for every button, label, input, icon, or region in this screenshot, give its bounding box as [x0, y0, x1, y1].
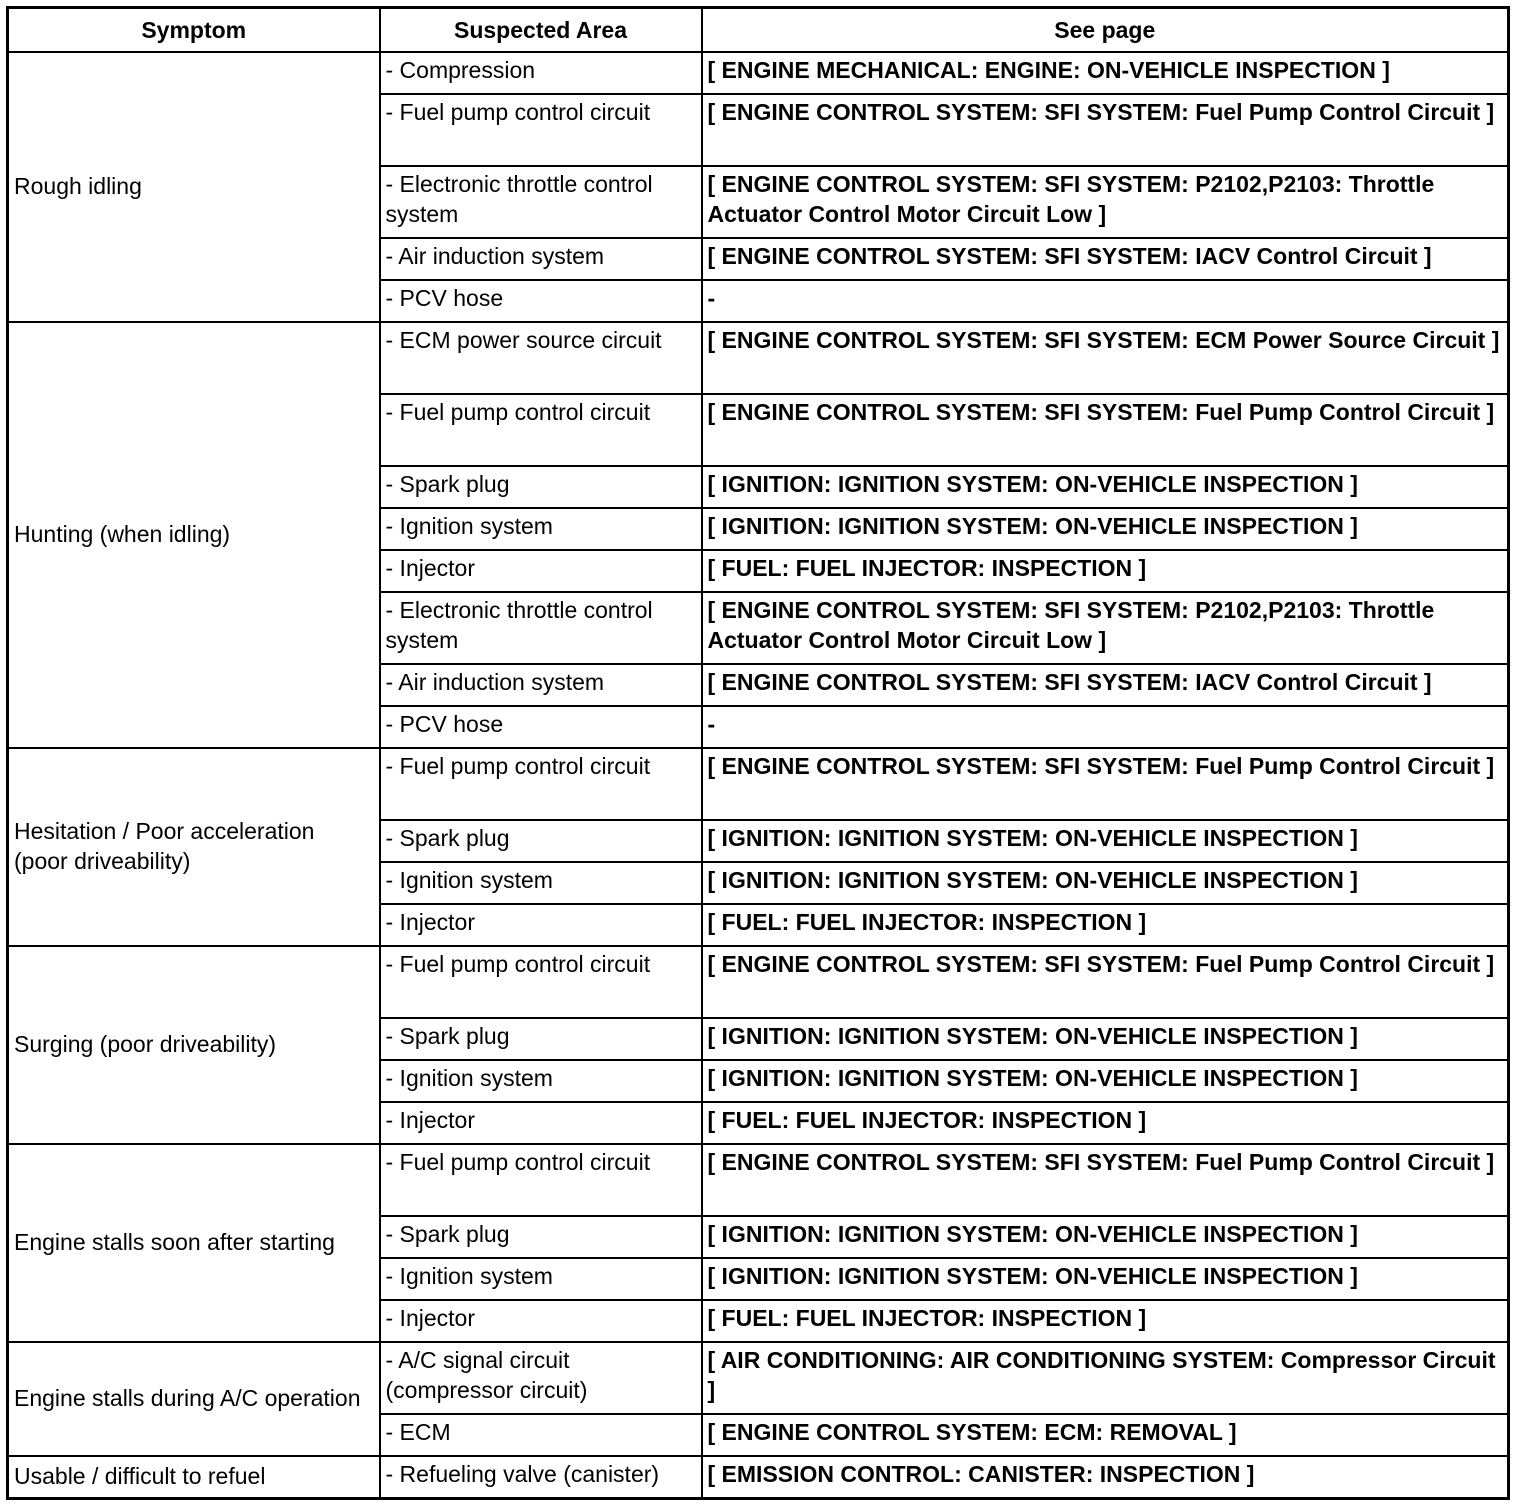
suspected-area-cell: - ECM power source circuit — [380, 322, 702, 394]
suspected-area-cell: - Ignition system — [380, 508, 702, 550]
see-page-reference-cell: [ ENGINE CONTROL SYSTEM: SFI SYSTEM: Fuel Pump Control Circuit ] — [702, 1144, 1509, 1216]
suspected-area-cell: - Ignition system — [380, 1258, 702, 1300]
see-page-reference-cell: [ IGNITION: IGNITION SYSTEM: ON-VEHICLE INSPECTION ] — [702, 1018, 1509, 1060]
suspected-area-cell: - Injector — [380, 1300, 702, 1342]
see-page-reference-cell: - — [702, 706, 1509, 748]
suspected-area-cell: - A/C signal circuit (compressor circuit) — [380, 1342, 702, 1414]
see-page-reference-cell: [ IGNITION: IGNITION SYSTEM: ON-VEHICLE INSPECTION ] — [702, 862, 1509, 904]
suspected-area-cell: - Air induction system — [380, 664, 702, 706]
suspected-area-cell: - ECM — [380, 1414, 702, 1456]
suspected-area-cell: - Air induction system — [380, 238, 702, 280]
suspected-area-cell: - Spark plug — [380, 820, 702, 862]
header-row — [8, 8, 1509, 53]
see-page-reference-cell: [ IGNITION: IGNITION SYSTEM: ON-VEHICLE INSPECTION ] — [702, 820, 1509, 862]
suspected-area-cell: - Fuel pump control circuit — [380, 1144, 702, 1216]
see-page-reference-cell: [ AIR CONDITIONING: AIR CONDITIONING SYSTEM: Compressor Circuit ] — [702, 1342, 1509, 1414]
suspected-area-column-header: Suspected Area — [380, 8, 702, 53]
table-row — [8, 748, 1509, 820]
see-page-reference-cell: [ IGNITION: IGNITION SYSTEM: ON-VEHICLE INSPECTION ] — [702, 1216, 1509, 1258]
see-page-reference-cell: [ IGNITION: IGNITION SYSTEM: ON-VEHICLE INSPECTION ] — [702, 1258, 1509, 1300]
suspected-area-cell: - Spark plug — [380, 466, 702, 508]
see-page-reference-cell: [ EMISSION CONTROL: CANISTER: INSPECTION ] — [702, 1456, 1509, 1499]
see-page-reference-cell: [ FUEL: FUEL INJECTOR: INSPECTION ] — [702, 1300, 1509, 1342]
symptom-cell: Surging (poor driveability) — [8, 946, 380, 1144]
troubleshooting-table — [6, 6, 1510, 1500]
suspected-area-cell: - Injector — [380, 1102, 702, 1144]
see-page-reference-cell: [ ENGINE CONTROL SYSTEM: SFI SYSTEM: P2102,P2103: Throttle Actuator Control Motor Circuit Low ] — [702, 166, 1509, 238]
suspected-area-cell: - Ignition system — [380, 862, 702, 904]
see-page-reference-cell: [ ENGINE CONTROL SYSTEM: SFI SYSTEM: IACV Control Circuit ] — [702, 238, 1509, 280]
table-row — [8, 1342, 1509, 1414]
table-row — [8, 322, 1509, 394]
symptom-cell: Engine stalls soon after starting — [8, 1144, 380, 1342]
symptom-cell: Rough idling — [8, 52, 380, 322]
see-page-reference-cell: [ FUEL: FUEL INJECTOR: INSPECTION ] — [702, 550, 1509, 592]
see-page-reference-cell: [ IGNITION: IGNITION SYSTEM: ON-VEHICLE INSPECTION ] — [702, 508, 1509, 550]
table-row — [8, 1456, 1509, 1499]
see-page-reference-cell: [ ENGINE CONTROL SYSTEM: SFI SYSTEM: IACV Control Circuit ] — [702, 664, 1509, 706]
symptom-cell: Hunting (when idling) — [8, 322, 380, 748]
suspected-area-cell: - Electronic throttle control system — [380, 592, 702, 664]
see-page-reference-cell: [ ENGINE CONTROL SYSTEM: SFI SYSTEM: Fuel Pump Control Circuit ] — [702, 946, 1509, 1018]
symptom-cell: Usable / difficult to refuel — [8, 1456, 380, 1499]
see-page-reference-cell: [ ENGINE CONTROL SYSTEM: SFI SYSTEM: P2102,P2103: Throttle Actuator Control Motor Circuit Low ] — [702, 592, 1509, 664]
suspected-area-cell: - PCV hose — [380, 706, 702, 748]
see-page-column-header: See page — [702, 8, 1509, 53]
symptom-cell: Hesitation / Poor acceleration (poor driveability) — [8, 748, 380, 946]
suspected-area-cell: - Injector — [380, 904, 702, 946]
see-page-reference-cell: [ FUEL: FUEL INJECTOR: INSPECTION ] — [702, 1102, 1509, 1144]
suspected-area-cell: - Fuel pump control circuit — [380, 946, 702, 1018]
see-page-reference-cell: - — [702, 280, 1509, 322]
symptom-cell: Engine stalls during A/C operation — [8, 1342, 380, 1456]
suspected-area-cell: - PCV hose — [380, 280, 702, 322]
suspected-area-cell: - Fuel pump control circuit — [380, 748, 702, 820]
table-row — [8, 52, 1509, 94]
see-page-reference-cell: [ ENGINE CONTROL SYSTEM: SFI SYSTEM: Fuel Pump Control Circuit ] — [702, 94, 1509, 166]
see-page-reference-cell: [ FUEL: FUEL INJECTOR: INSPECTION ] — [702, 904, 1509, 946]
suspected-area-cell: - Spark plug — [380, 1216, 702, 1258]
see-page-reference-cell: [ ENGINE CONTROL SYSTEM: ECM: REMOVAL ] — [702, 1414, 1509, 1456]
table-row — [8, 1144, 1509, 1216]
suspected-area-cell: - Fuel pump control circuit — [380, 94, 702, 166]
table-body — [8, 52, 1509, 1499]
symptom-column-header: Symptom — [8, 8, 380, 53]
suspected-area-cell: - Injector — [380, 550, 702, 592]
table-row — [8, 946, 1509, 1018]
see-page-reference-cell: [ IGNITION: IGNITION SYSTEM: ON-VEHICLE INSPECTION ] — [702, 466, 1509, 508]
suspected-area-cell: - Compression — [380, 52, 702, 94]
suspected-area-cell: - Refueling valve (canister) — [380, 1456, 702, 1499]
see-page-reference-cell: [ ENGINE CONTROL SYSTEM: SFI SYSTEM: Fuel Pump Control Circuit ] — [702, 394, 1509, 466]
see-page-reference-cell: [ IGNITION: IGNITION SYSTEM: ON-VEHICLE INSPECTION ] — [702, 1060, 1509, 1102]
see-page-reference-cell: [ ENGINE MECHANICAL: ENGINE: ON-VEHICLE INSPECTION ] — [702, 52, 1509, 94]
see-page-reference-cell: [ ENGINE CONTROL SYSTEM: SFI SYSTEM: Fuel Pump Control Circuit ] — [702, 748, 1509, 820]
suspected-area-cell: - Ignition system — [380, 1060, 702, 1102]
suspected-area-cell: - Electronic throttle control system — [380, 166, 702, 238]
suspected-area-cell: - Fuel pump control circuit — [380, 394, 702, 466]
suspected-area-cell: - Spark plug — [380, 1018, 702, 1060]
see-page-reference-cell: [ ENGINE CONTROL SYSTEM: SFI SYSTEM: ECM Power Source Circuit ] — [702, 322, 1509, 394]
